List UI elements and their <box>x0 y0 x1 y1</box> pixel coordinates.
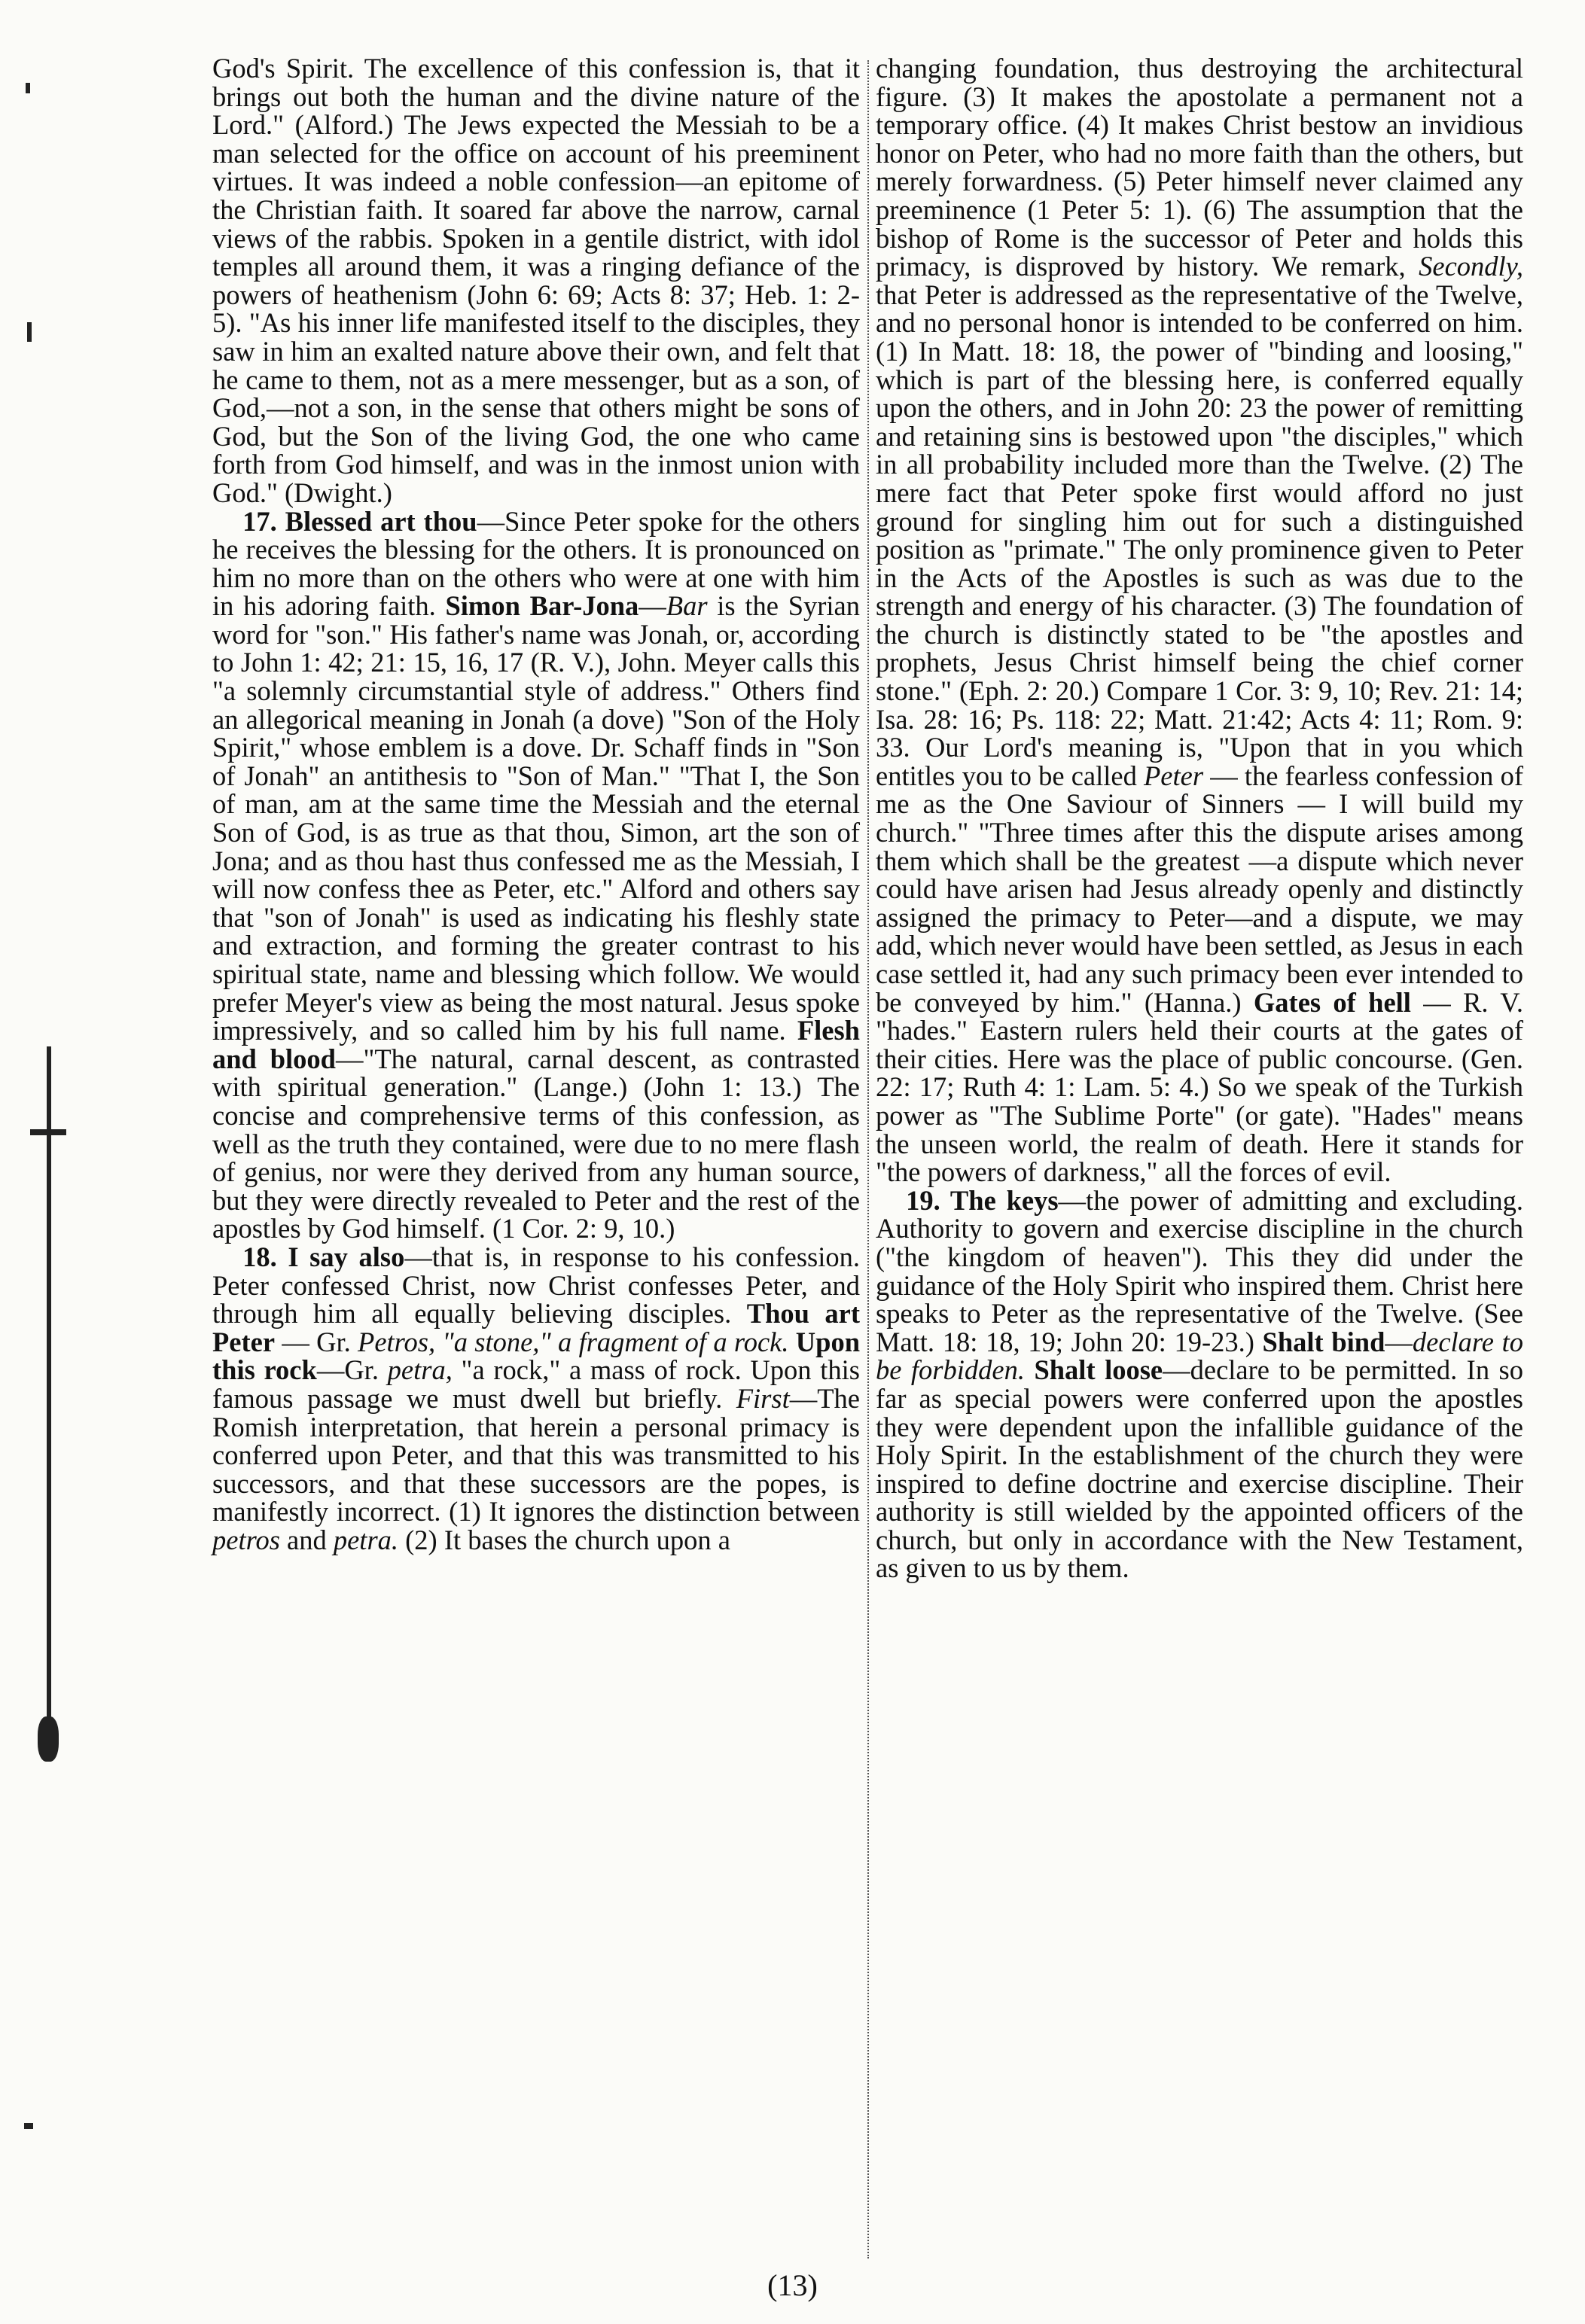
page-number: (13) <box>767 2268 818 2302</box>
margin-dot-mark <box>27 322 32 342</box>
column-divider <box>867 60 869 2259</box>
italic-text: Bar <box>666 590 708 622</box>
body-text: that Peter is addressed as the representative of the Twelve, and no personal honor is intended to be conferred on him. (1) In Matt. 18: 18, the power of "binding and loosing," which is part of the blessing here, is conferred equally upon the others, and in John 20: 23 the power of remitting and retaining sins is bestowed upon "the disciples," which in all probability included more than the Twelve. (2) The mere fact that Peter spoke first would afford no just ground for singling him out for such a distinguished position as "primate." The only prominence given to Peter in the Acts of the Apostles is such as was due to the strength and energy of his character. (3) The foundation of the church is distinctly stated to be "the apostles and prophets, Jesus Christ himself being the chief corner stone." (Eph. 2: 20.) Compare 1 Cor. 3: 9, 10; Rev. 21: 14; Isa. 28: 16; Ps. 118: 22; Matt. 21:42; Acts 4: 11; Rom. 9: 33. Our Lord's meaning is, "Upon that in you which entitles you to be called <box>876 279 1523 791</box>
body-text: (2) It bases the church upon a <box>398 1524 730 1555</box>
body-text: —declare to be permitted. In so far as special powers were conferred upon the apostles they were dependent upon the infallible guidance of the Holy Spirit. In the establishment of the church they were inspired to define doctrine and exercise discipline. Their authority is still wielded by the appointed officers of the church, but only in accordance with the New Testament, as given to us by them. <box>876 1354 1524 1584</box>
bold-heading: 19. The keys <box>906 1184 1059 1216</box>
body-text: and <box>279 1524 334 1555</box>
italic-text: petros <box>212 1524 280 1555</box>
body-text <box>1025 1354 1034 1385</box>
margin-star-mark <box>30 1129 66 1135</box>
body-text: — R. V. "hades." Eastern rulers held their courts at the gates of their cities. Here was the place of public concourse. (Gen. 22: 17; Ruth 4: 1: Lam. 5: 4.) So we speak of the Turkish power as "The Sublime Porte" (or gate). "Hades" means the unseen world, the realm of death. Here it stands for "the powers of darkness," all the forces of evil. <box>876 986 1523 1188</box>
body-text: — Gr. <box>275 1326 358 1357</box>
body-text <box>789 1326 796 1357</box>
bold-heading: Shalt bind <box>1262 1326 1385 1357</box>
body-text: "a rock," a mass of rock. Upon this famous passage we must dwell but briefly. <box>212 1354 860 1414</box>
italic-text: Peter <box>1144 760 1204 791</box>
body-text: —Since Peter spoke for the others he receives the blessing for the others. It is pronounced on him no more than on the others who were at one with him in his adoring faith. <box>212 505 860 622</box>
margin-bracket-mark <box>47 1046 51 1762</box>
bold-heading: Upon this rock <box>212 1326 861 1386</box>
bold-heading: Flesh and blood <box>212 1015 860 1074</box>
italic-text: declare to be forbidden. <box>876 1326 1524 1386</box>
paragraph <box>212 507 860 1243</box>
body-text: —"The natural, carnal descent, as contrasted with spiritual generation." (Lange.) (John 1: 13.) The concise and comprehensive terms of this confession, as well as the truth they contained, were due to no mere flash of genius, nor were they derived from any human source, but they were directly revealed to Peter and the rest of the apostles by God himself. (1 Cor. 2: 9, 10.) <box>212 1043 860 1244</box>
body-text: — <box>639 590 666 622</box>
paragraph <box>876 54 1523 1186</box>
italic-text: petra. <box>333 1524 399 1555</box>
body-text: —that is, in response to his confession. Peter confessed Christ, now Christ confesses Peter, and through him all equally believing disciples. <box>212 1241 860 1330</box>
body-text: — the fearless confession of me as the One Saviour of Sinners — I will build my church." "Three times after this the dispute arises among them which shall be the greatest —a dispute which never could have arisen had Jesus already openly and distinctly assigned the primacy to Peter—and a dispute, we may add, which never would have been settled, as Jesus in each case settled it, had any such primacy been ever intended to be conveyed by him." (Hanna.) <box>876 760 1523 1018</box>
body-text: —the power of admitting and excluding. Authority to govern and exercise discipline in the church ("the kingdom of heaven"). This they did under the guidance of the Holy Spirit who inspired them. Christ here speaks to Peter as the representative of the Twelve. (See Matt. 18: 18, 19; John 20: 19-23.) <box>876 1184 1524 1357</box>
bold-heading: Shalt loose <box>1034 1354 1163 1386</box>
body-text: is the Syrian word for "son." His father's name was Jonah, or, according to John 1: 42; 21: 15, 16, 17 (R. V.), John. Meyer calls this "a solemnly circumstantial style of address." Others find an allegorical meaning in Jonah (a dove) "Son of the Holy Spirit," whose emblem is a dove. Dr. Schaff finds in "Son of Jonah" an antithesis to "Son of Man." "That I, the Son of man, am at the same time the Messiah and the eternal Son of God, is as true as that thou, Simon, art the son of Jona; and as thou hast thus confessed me as the Messiah, I will now confess thee as Peter, etc." Alford and others say that "son of Jonah" is used as indicating his fleshly state and extraction, and forming the greater contrast to his spiritual state, name and blessing which follow. We would prefer Meyer's view as being the most natural. Jesus spoke impressively, and so called him by his full name. <box>212 590 861 1046</box>
bold-heading: 18. I say also <box>242 1241 405 1272</box>
body-text: —The Romish interpretation, that herein a personal primacy is conferred upon Peter, and that this was transmitted to his successors, and that these successors are the popes, is manifestly incorrect. (1) It ignores the distinction between <box>212 1382 860 1528</box>
body-text: —Gr. <box>316 1354 388 1386</box>
paragraph <box>212 54 860 507</box>
bold-heading: Thou art Peter <box>212 1298 860 1357</box>
bold-heading: 17. Blessed art thou <box>242 505 477 537</box>
italic-text: Petros, "a stone," a fragment of a rock. <box>358 1326 789 1357</box>
body-text: — <box>1385 1326 1413 1357</box>
bold-heading: Simon Bar-Jona <box>445 590 639 622</box>
body-text: changing foundation, thus destroying the architectural figure. (3) It makes the apostolate a permanent not a temporary office. (4) It makes Christ bestow an invidious honor on Peter, who had no more faith than the others, but merely forwardness. (5) Peter himself never claimed any preeminence (1 Peter 5: 1). (6) The assumption that the bishop of Rome is the successor of Peter and holds this primacy, is disproved by history. We remark, <box>876 53 1523 282</box>
italic-text: First <box>736 1382 790 1414</box>
italic-text: petra, <box>387 1354 453 1386</box>
italic-text: Secondly, <box>1419 251 1523 282</box>
right-column <box>876 54 1523 1582</box>
bold-heading: Gates of hell <box>1253 986 1411 1018</box>
body-text: God's Spirit. The excellence of this confession is, that it brings out both the human and the divine nature of the Lord." (Alford.) The Jews expected the Messiah to be a man selected for the office on account of his preeminent virtues. It was indeed a noble confession—an epitome of the Christian faith. It soared far above the narrow, carnal views of the rabbis. Spoken in a gentile district, with idol temples all around them, it was a ringing defiance of the powers of heathenism (John 6: 69; Acts 8: 37; Heb. 1: 2-5). "As his inner life manifested itself to the disciples, they saw in him an exalted nature above their own, and felt that he came to them, not as a mere messenger, but as a son, of God,—not a son, in the sense that others might be sons of God, but the Son of the living God, the one who came forth from God himself, and was in the inmost union with God." (Dwight.) <box>212 53 860 508</box>
margin-dot-mark <box>24 2123 33 2129</box>
margin-blot-mark <box>38 1716 59 1762</box>
left-column <box>212 54 860 1554</box>
paragraph <box>212 1243 860 1555</box>
paragraph <box>876 1186 1523 1582</box>
margin-dot-mark <box>26 83 30 93</box>
